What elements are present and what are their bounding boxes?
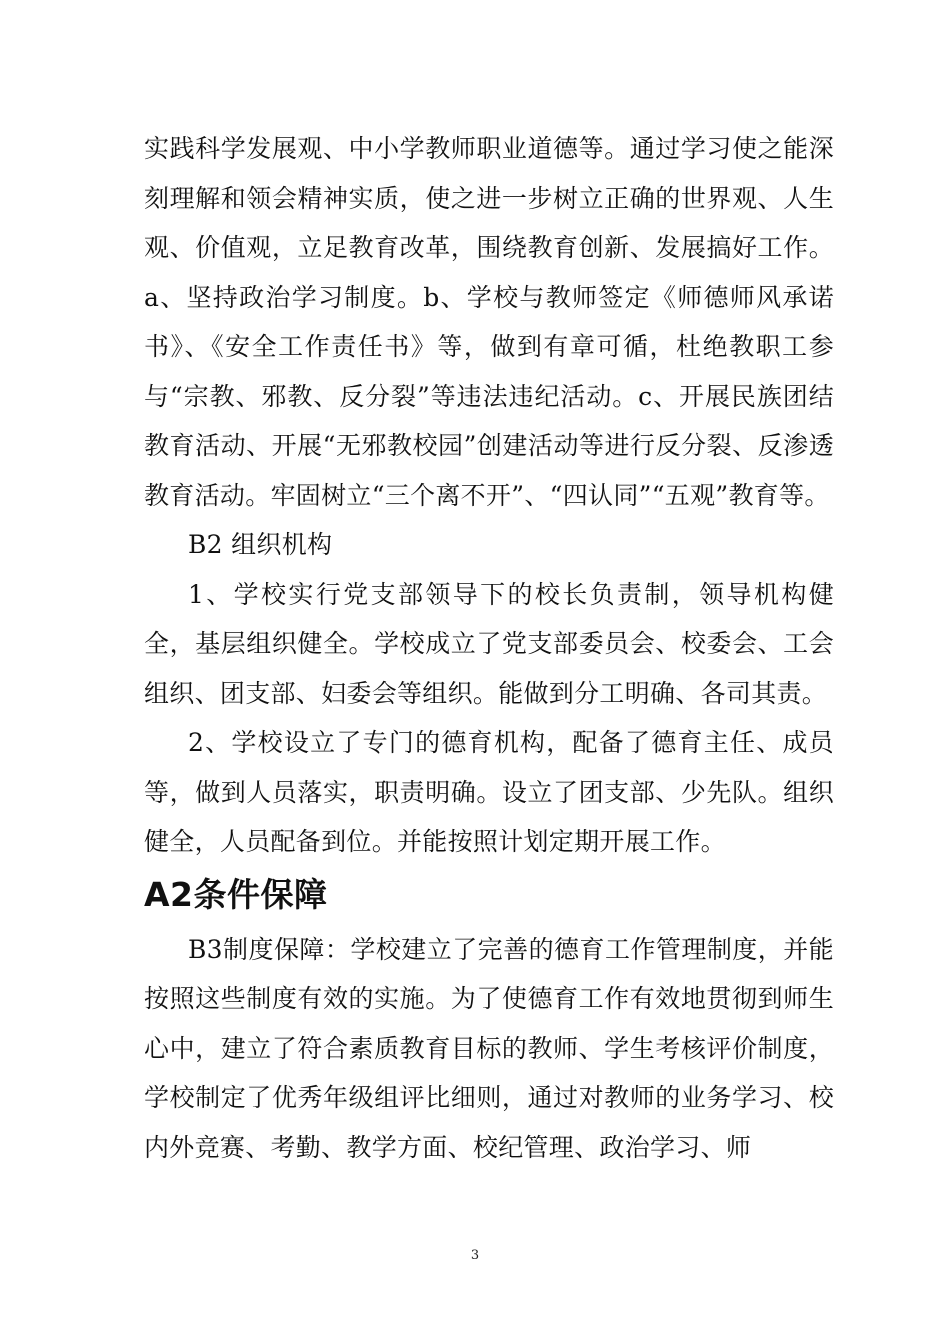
- document-page: [144, 124, 834, 1172]
- paragraph-b2-item-1: 1、学校实行党支部领导下的校长负责制，领导机构健全，基层组织健全。学校成立了党支部委员会、校委会、工会组织、团支部、妇委会等组织。能做到分工明确、各司其责。: [144, 579, 834, 708]
- page-number: 3: [470, 1248, 480, 1263]
- paragraph-b2-item-2: 2、学校设立了专门的德育机构，配备了德育主任、成员等，做到人员落实，职责明确。设立了团支部、少先队。组织健全，人员配备到位。并能按照计划定期开展工作。: [144, 728, 834, 856]
- paragraph-intro: 实践科学发展观、中小学教师职业道德等。通过学习使之能深刻理解和领会精神实质，使之进一步树立正确的世界观、人生观、价值观，立足教育改革，围绕教育创新、发展搞好工作。a、坚持政治学习制度。b、学校与教师签定《师德师风承诺书》、《安全工作责任书》等，做到有章可循，杜绝教职工参与“宗教、邪教、反分裂”等违法违纪活动。c、开展民族团结教育活动、开展“无邪教校园”创建活动等进行反分裂、反渗透教育活动。牢固树立“三个离不开”、“四认同”“五观”教育等。: [144, 134, 834, 510]
- section-heading-a2: A2条件保障: [144, 874, 328, 914]
- paragraph-b3: B3制度保障：学校建立了完善的德育工作管理制度，并能按照这些制度有效的实施。为了使德育工作有效地贯彻到师生心中，建立了符合素质教育目标的教师、学生考核评价制度，学校制定了优秀年级组评比细则，通过对教师的业务学习、校内外竞赛、考勤、教学方面、校纪管理、政治学习、师: [144, 934, 834, 1162]
- section-b2-title: B2 组织机构: [188, 530, 333, 559]
